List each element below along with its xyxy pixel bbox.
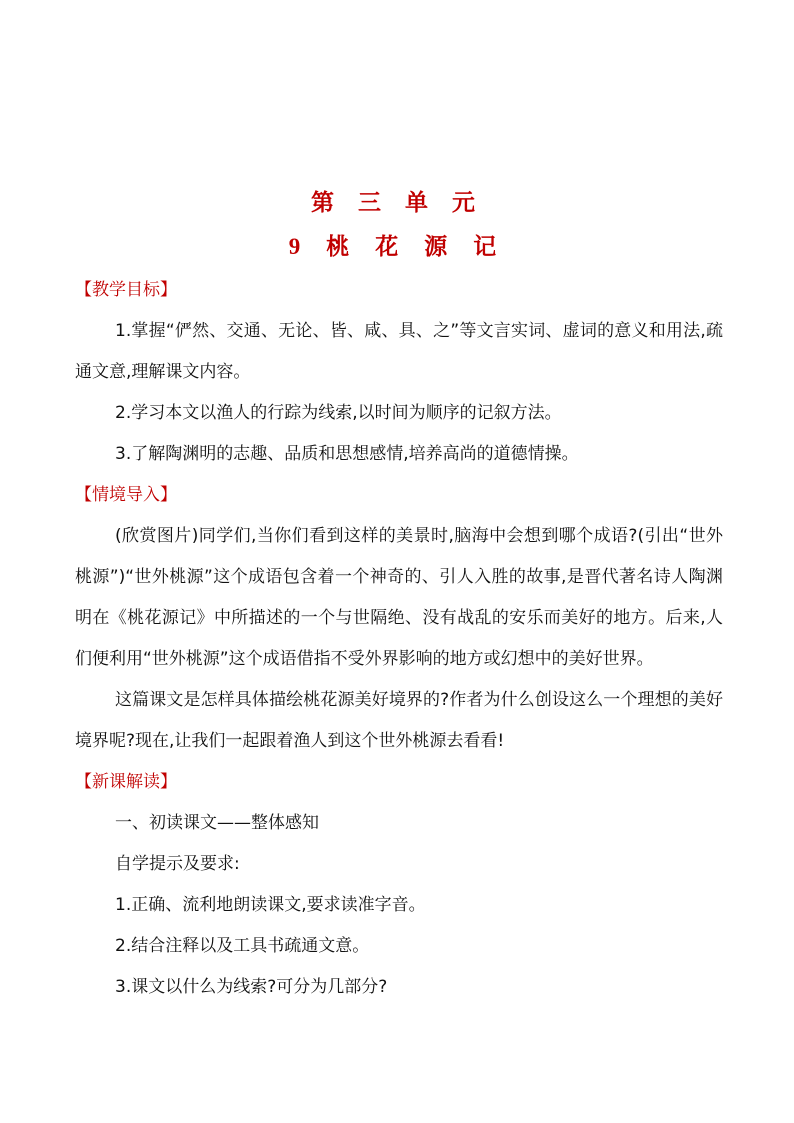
reading-line: 一、初读课文——整体感知 bbox=[115, 813, 319, 833]
section-heading-reading: 【新课解读】 bbox=[75, 772, 177, 792]
goal-item: 2.学习本文以渔人的行踪为线索,以时间为顺序的记叙方法。 bbox=[115, 403, 562, 423]
reading-line: 2.结合注释以及工具书疏通文意。 bbox=[115, 936, 370, 956]
intro-paragraph: 这篇课文是怎样具体描绘桃花源美好境界的?作者为什么创设这么一个理想的美好境界呢?现在,让我们一起跟着渔人到这个世外桃源去看看! bbox=[75, 690, 723, 751]
reading-line: 3.课文以什么为线索?可分为几部分? bbox=[115, 977, 388, 997]
section-heading-goals: 【教学目标】 bbox=[75, 280, 177, 300]
lesson-name: 桃 花 源 记 bbox=[326, 234, 506, 260]
document-body bbox=[75, 270, 723, 1008]
lesson-title bbox=[0, 228, 794, 261]
goal-item: 3.了解陶渊明的志趣、品质和思想感情,培养高尚的道德情操。 bbox=[115, 444, 579, 464]
unit-title: 第 三 单 元 bbox=[310, 190, 484, 216]
lesson-number: 9 bbox=[288, 234, 301, 259]
intro-paragraph: (欣赏图片)同学们,当你们看到这样的美景时,脑海中会想到哪个成语?(引出“世外桃源”)“世外桃源”这个成语包含着一个神奇的、引人入胜的故事,是晋代著名诗人陶渊明在《桃花源记》中所描述的一个与世隔绝、没有战乱的安乐而美好的地方。后来,人们便利用“世外桃源”这个成语借指不受外界影响的地方或幻想中的美好世界。 bbox=[75, 526, 723, 669]
goal-item: 1.掌握“俨然、交通、无论、皆、咸、具、之”等文言实词、虚词的意义和用法,疏通文意,理解课文内容。 bbox=[75, 321, 723, 382]
section-heading-intro: 【情境导入】 bbox=[75, 485, 177, 505]
reading-line: 1.正确、流利地朗读课文,要求读准字音。 bbox=[115, 895, 426, 915]
reading-line: 自学提示及要求: bbox=[115, 854, 240, 874]
